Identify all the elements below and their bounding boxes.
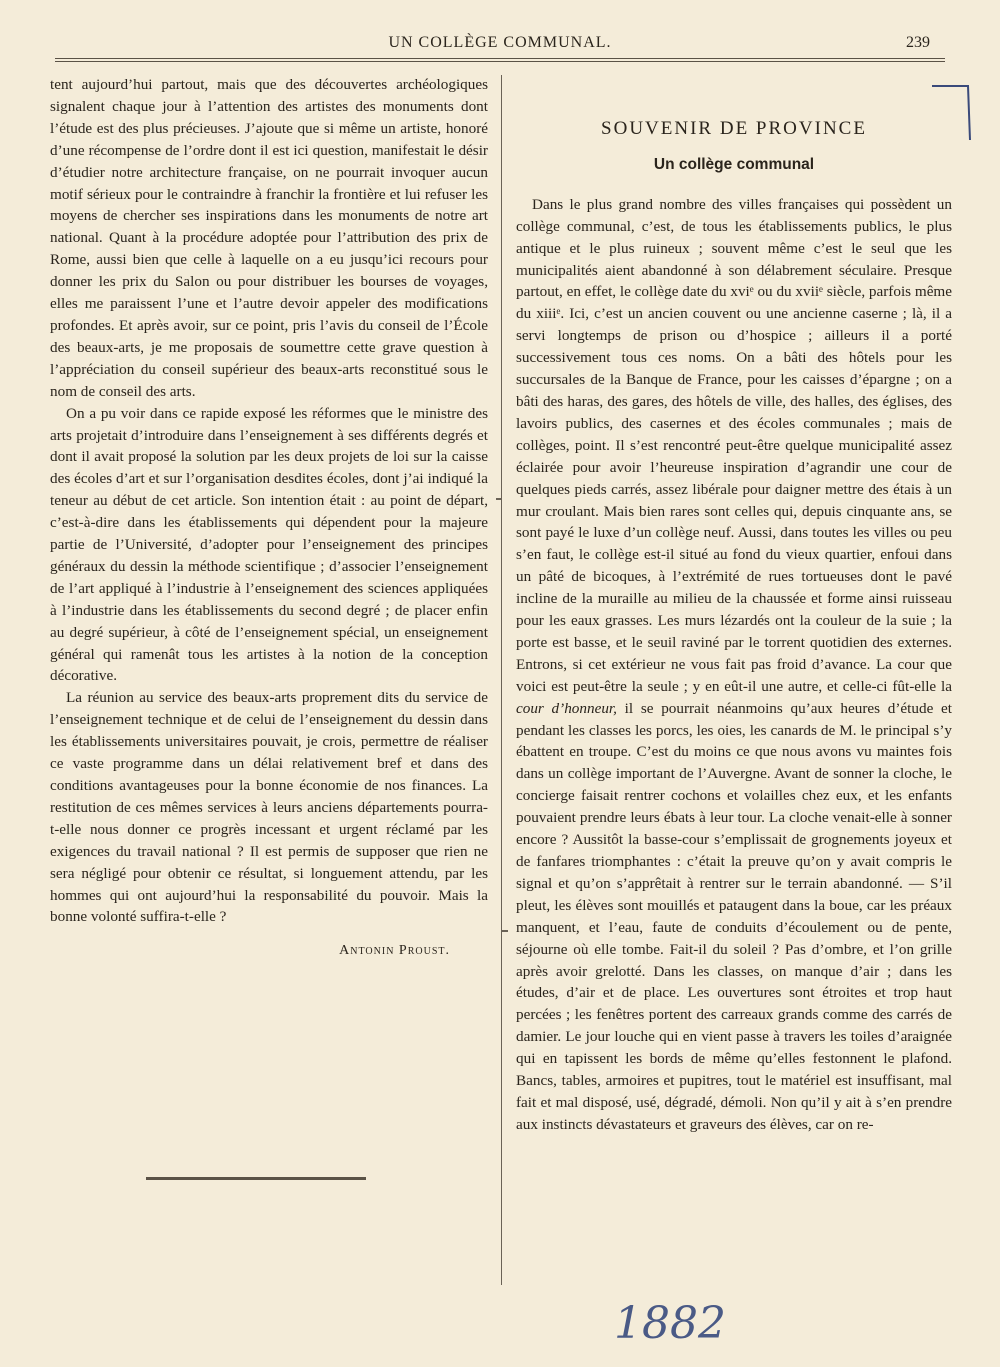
right-paragraph-1-text: Dans le plus grand nombre des villes françaises qui possèdent un collège communal, c’est, de tous les établissements publics, le plus antique et le plus ruineux ; souvent même c’est le seul que les municipalités aient abandonné à son délabrement séculaire. Presque partout, en effet, le collège date du xviᵉ ou du xviiᵉ siècle, parfois même du xiiiᵉ. Ici, c’est un ancien couvent ou une ancienne caserne ; là, il a servi longtemps de prison ou d’hospice ; ailleurs il a porté successivement tous ces noms. On a bâti des hôtels pour les succursales de la Banque de France, pour les caisses d’épargne ; on a bâti des haras, des gares, des hôtels de ville, des halles, des églises, des lavoirs publics, des casernes et des écoles communales ; mais de collèges, point. Il s’est rencontré peut-être quelque municipalité assez éclairée pour avoir l’heureuse inspiration d’agrandir une cour de quelques pieds carrés, assez libérale pour daigner mettre des étais à un mur croulant. Mais bien rares sont celles qui, depuis cinquante ans, se sont payé le luxe d’un collège neuf. Aussi, dans toutes les villes ou peu s’en faut, le collège est-il situé au fond du vieux quartier, enfoui dans un pâté de bicoques, à l’extrémité de rues tortueuses dont le pavé incline de la muraille au milieu de la chaussée et forme ainsi ruisseau pour les eaux grasses. Les murs lézardés ont la couleur de la suie ; la porte est basse, et le seuil raviné par le torrent quotidien des externes. Entrons, si cet extérieur ne vous fait pas froid d’avance. La cour que voici est peut-être la seule ; y en eût-il une autre, et celle-ci fût-elle la — [516, 195, 952, 695]
running-header — [50, 30, 950, 56]
right-column — [516, 118, 952, 1136]
left-column — [50, 74, 488, 962]
right-paragraph-1 — [516, 194, 952, 1136]
header-rule — [55, 58, 945, 59]
right-paragraph-1-cont: il se pourrait néanmoins qu’aux heures d’étude et pendant les classes les porcs, les oies, les canards de M. le principal s’y ébattent en troupe. C’est du moins ce que nous avons vu maintes fois dans un collège important de l’Auvergne. Avant de sonner la cloche, le concierge faisait rentrer cochons et volailles chez eux, et les enfants pouvaient prendre leurs ébats à leur tour. La cloche venait-elle à sonner encore ? Aussitôt la basse-cour s’emplissait de grognements joyeux et de fanfares triomphantes : c’était la preuve qu’on y avait compris le signal et qu’on s’apprêtait à rentrer sur le terrain abandonné. — S’il pleut, les élèves sont mouillés et pataugent dans la boue, car les préaux manquent, et l’eau, faute de conduits d’écoulement ou de pente, séjourne où elle tombe. Fait-il du soleil ? Pas d’ombre, et l’on grille après avoir grelotté. Dans les classes, on manque d’air ; dans les études, d’air et de place. Les ouvertures sont étroites et trop haut percées ; les fenêtres portent des carreaux grands comme des carrés de damier. Le jour louche qui en vient passe à travers les toiles d’araignée qui en tapissent les bords de même qu’elles festonnent le plafond. Bancs, tables, armoires et pupitres, tout le matériel est insuffisant, mal fait et mal disposé, usé, dégradé, démoli. Non qu’il y ait à s’en prendre aux instincts dévastateurs et graveurs des élèves, car on re- — [516, 699, 952, 1133]
section-subtitle: Un collège communal — [653, 155, 815, 173]
article-end-rule — [146, 1177, 366, 1180]
margin-mark — [496, 498, 502, 500]
left-paragraph-1: tent aujourd’hui partout, mais que des découvertes archéologiques signalent chaque jour à l’attention des artistes des monuments dont l’étude est des plus précieuses. J’ajoute que si même un artiste, honoré d’une récompense de l’ordre dont il est ici question, manifestait le désir d’étudier notre architecture française, on ne pourrait invoquer aucun motif sérieux pour le contraindre à franchir la frontière et lui refuser les moyens de chercher ses inspirations dans les monuments de notre art national. Quant à la procédure adoptée pour l’attribution des prix de Rome, aussi bien que celle à laquelle on a eu jusqu’ici recours pour donner les prix du Salon ou pour distribuer les bourses de voyages, elles me paraissent l’une et l’autre devoir appeler des modifications profondes. Et après avoir, sur ce point, pris l’avis du conseil de l’École des beaux-arts, je me proposais de soumettre cette grave question à l’appréciation du conseil supérieur des beaux-arts reconstitué sous le nom de conseil des arts. — [50, 76, 488, 400]
author-signature: Antonin Proust. — [339, 943, 450, 959]
column-divider — [501, 75, 502, 1285]
italic-phrase: cour d’honneur, — [516, 699, 617, 717]
handwritten-year: 1882 — [614, 1298, 726, 1349]
page-number: 239 — [906, 34, 930, 51]
section-title: SOUVENIR DE PROVINCE — [601, 118, 867, 139]
running-title: UN COLLÈGE COMMUNAL. — [388, 34, 612, 51]
handwritten-annotation — [608, 1290, 788, 1350]
left-paragraph-2: On a pu voir dans ce rapide exposé les réformes que le ministre des arts projetait d’introduire dans l’enseignement à ses différents degrés et dont il avait proposé la solution par les deux projets de loi sur la caisse des écoles d’art et sur l’organisation desdites écoles, dont j’ai indiqué la teneur au début de cet article. Son intention était : au point de départ, c’est-à-dire dans les établissements qui dépendent pour la majeure partie de l’Université, d’adopter pour l’enseignement des principes généraux du dessin la méthode scientifique ; d’associer l’enseignement de l’art appliqué à l’industrie à l’enseignement des sciences appliquées à l’industrie dans les établissements du second degré ; de placer enfin au degré supérieur, à côté de l’enseignement spécial, un enseignement général qui ramenât tous les artistes à la notion de la conception décorative. — [50, 404, 488, 685]
header-rule-double — [55, 61, 945, 62]
margin-mark — [502, 930, 508, 932]
left-paragraph-3: La réunion au service des beaux-arts proprement dits du service de l’enseignement technique et de celui de l’enseignement du dessin dans les établissements universitaires pouvait, je crois, permettre de réaliser ce vaste programme dans un délai relativement bref et dans des conditions avantageuses pour la bonne économie de nos finances. La restitution de ces mêmes services à leurs anciens départements pourra-t-elle nous donner ce progrès incessant et urgent réclamé par les exigences du travail national ? Il est permis de supposer que rien ne sera négligé pour obtenir ce résultat, si longuement attendu, par les hommes qui ont aujourd’hui la responsabilité du pouvoir. Mais la bonne volonté suffira-t-elle ? — [50, 689, 488, 926]
